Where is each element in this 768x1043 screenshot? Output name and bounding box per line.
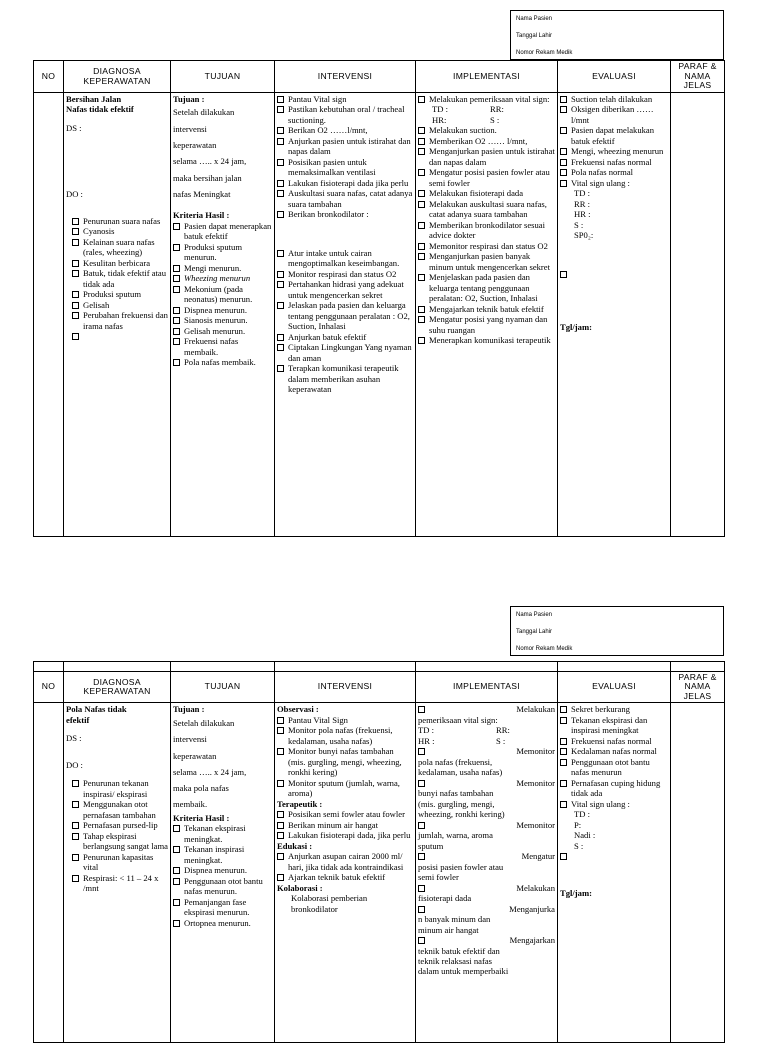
cell-evaluasi bbox=[558, 703, 671, 1043]
diagnosa-item: Respirasi: < 11 – 24 x /mnt bbox=[72, 873, 168, 894]
checkbox-icon bbox=[418, 906, 425, 913]
kriteria-item: Produksi sputum menurun. bbox=[173, 242, 272, 263]
implementasi-item: Menganjurka n banyak minum dan minum air hangat bbox=[418, 903, 555, 935]
evaluasi-list bbox=[560, 704, 668, 809]
checkbox-icon bbox=[173, 317, 180, 324]
evaluasi-item: Suction telah dilakukan bbox=[560, 94, 668, 104]
diagnosa-item: Cyanosis bbox=[72, 226, 168, 236]
cell-paraf bbox=[671, 93, 725, 537]
header-paraf: PARAF & NAMA JELAS bbox=[671, 61, 725, 93]
eval-vital-line: Nadi : bbox=[574, 830, 596, 841]
eval-vital-line: S : bbox=[574, 840, 584, 851]
patient-id-box bbox=[510, 10, 724, 60]
kriteria-item: Mekonium (pada neonatus) menurun. bbox=[173, 284, 272, 305]
ds-label: DS : bbox=[66, 122, 82, 133]
terapeutik-title: Terapeutik : bbox=[277, 798, 323, 809]
checkbox-icon bbox=[418, 780, 425, 787]
checkbox-icon bbox=[560, 717, 567, 724]
checkbox-icon bbox=[173, 244, 180, 251]
checkbox-icon bbox=[560, 759, 567, 766]
eval-vital-line: TD : bbox=[574, 809, 590, 820]
implementasi-item: Memberikan O2 …… l/mnt, bbox=[418, 136, 555, 146]
implementasi-list bbox=[418, 125, 555, 345]
checkbox-icon bbox=[72, 833, 79, 840]
checkbox-icon bbox=[418, 138, 425, 145]
checkbox-icon bbox=[277, 96, 284, 103]
implementasi-item: Mengajarkan teknik batuk efektif dan teknik relaksasi nafas dalam untuk memperbaiki bbox=[418, 935, 555, 977]
intervensi-item: Monitor respirasi dan status O2 bbox=[277, 269, 413, 279]
terapeutik-item: Lakukan fisioterapi dada, jika perlu bbox=[277, 830, 413, 840]
impl-item: Melakukan pemeriksaan vital sign: bbox=[418, 94, 555, 104]
diagnosa-item: Tahap ekspirasi berlangsung sangat lama bbox=[72, 831, 168, 852]
checkbox-icon bbox=[277, 180, 284, 187]
eval-vitals bbox=[560, 188, 668, 240]
diagnosa-item: Penurunan kapasitas vital bbox=[72, 852, 168, 873]
intervensi-item: Berikan bronkodilator : bbox=[277, 209, 413, 219]
checkbox-icon bbox=[277, 281, 284, 288]
kriteria-item: Penggunaan otot bantu nafas menurun. bbox=[173, 876, 272, 897]
kriteria-item: Sianosis menurun. bbox=[173, 315, 272, 325]
care-plan-table-2 bbox=[33, 661, 725, 1043]
checkbox-icon bbox=[277, 727, 284, 734]
implementasi-item: Menganjurkan pasien banyak minum untuk mengencerkan sekret bbox=[418, 251, 555, 272]
checkbox-icon bbox=[418, 316, 425, 323]
intervensi-list-a bbox=[277, 94, 413, 220]
eval-empty-item bbox=[560, 851, 668, 860]
implementasi-item: Mengatur posisi pasien fowler atau semi fowler bbox=[418, 167, 555, 188]
checkbox-icon bbox=[173, 878, 180, 885]
patient-mrn-label: Nomor Rekam Medik bbox=[516, 50, 573, 56]
header-tujuan: TUJUAN bbox=[171, 672, 275, 703]
evaluasi-item: Pernafasan cuping hidung tidak ada bbox=[560, 778, 668, 799]
eval-empty-item bbox=[560, 269, 668, 278]
checkbox-icon bbox=[72, 239, 79, 246]
checkbox-icon bbox=[72, 270, 79, 277]
tujuan-line: selama ….. x 24 jam, bbox=[173, 156, 247, 167]
cell-intervensi bbox=[275, 93, 416, 537]
checkbox-icon bbox=[560, 780, 567, 787]
intervensi-item: Pantau Vital sign bbox=[277, 94, 413, 104]
implementasi-list bbox=[418, 704, 555, 977]
implementasi-item: Memberikan bronkodilator sesuai advice dokter bbox=[418, 220, 555, 241]
intervensi-item: Anjurkan batuk efektif bbox=[277, 332, 413, 342]
tujuan-line: Setelah dilakukan bbox=[173, 107, 235, 118]
evaluasi-item: Pola nafas normal bbox=[560, 167, 668, 177]
intervensi-item: Pastikan kebutuhan oral / tracheal suctioning. bbox=[277, 104, 413, 125]
tujuan-line: keperawatan bbox=[173, 140, 217, 151]
cell-implementasi bbox=[416, 93, 558, 537]
intervensi-list-b bbox=[277, 248, 413, 395]
checkbox-icon bbox=[418, 253, 425, 260]
eval-vitals bbox=[560, 809, 668, 851]
implementasi-item: Melakukan pemeriksaan vital sign: TD : RR: HR : S : bbox=[418, 704, 555, 746]
care-plan-table-1 bbox=[33, 60, 725, 537]
eval-vital-line: S : bbox=[574, 219, 584, 230]
checkbox-icon bbox=[173, 899, 180, 906]
checkbox-icon bbox=[560, 96, 567, 103]
implementasi-item: Menerapkan komunikasi terapeutik bbox=[418, 335, 555, 345]
patient-name-label: Nama Pasien bbox=[516, 612, 553, 618]
evaluasi-list bbox=[560, 94, 668, 188]
checkbox-icon bbox=[277, 106, 284, 113]
kriteria-title: Kriteria Hasil : bbox=[173, 210, 230, 221]
checkbox-icon bbox=[418, 190, 425, 197]
checkbox-icon bbox=[72, 875, 79, 882]
intervensi-item: Lakukan fisioterapi dada jika perlu bbox=[277, 178, 413, 188]
header-evaluasi: EVALUASI bbox=[558, 61, 671, 93]
checkbox-icon bbox=[560, 748, 567, 755]
edukasi-item: Ajarkan teknik batuk efektif bbox=[277, 872, 413, 882]
kriteria-item: Tekanan inspirasi meningkat. bbox=[173, 844, 272, 865]
implementasi-item: Melakukan fisioterapi dada bbox=[418, 882, 555, 904]
kriteria-list bbox=[173, 823, 272, 928]
kriteria-item: Gelisah menurun. bbox=[173, 326, 272, 336]
diagnosa-item bbox=[72, 331, 168, 340]
tujuan-line: maka pola nafas bbox=[173, 783, 229, 794]
terapeutik-item: Berikan minum air hangat bbox=[277, 820, 413, 830]
edukasi-item: Anjurkan asupan cairan 2000 ml/ hari, jika tidak ada kontraindikasi bbox=[277, 851, 413, 872]
kriteria-item: Tekanan ekspirasi meningkat. bbox=[173, 823, 272, 844]
diagnosa-title: Pola Nafas tidak efektif bbox=[66, 704, 127, 725]
checkbox-icon bbox=[277, 190, 284, 197]
cell-diagnosa bbox=[64, 93, 171, 537]
diagnosa-item: Menggunakan otot pernafasan tambahan bbox=[72, 799, 168, 820]
checkbox-icon bbox=[277, 874, 284, 881]
checkbox-icon bbox=[72, 333, 79, 340]
checkbox-icon bbox=[560, 271, 567, 278]
checkbox-icon bbox=[277, 365, 284, 372]
checkbox-icon bbox=[560, 159, 567, 166]
checkbox-icon bbox=[277, 832, 284, 839]
observasi-item: Monitor pola nafas (frekuensi, kedalaman, usaha nafas) bbox=[277, 725, 413, 746]
header-diagnosa: DIAGNOSA KEPERAWATAN bbox=[64, 672, 171, 703]
tgl-jam-label: Tgl/jam: bbox=[560, 888, 592, 899]
checkbox-icon bbox=[560, 169, 567, 176]
checkbox-icon bbox=[418, 243, 425, 250]
intervensi-item: Jelaskan pada pasien dan keluarga tentang penggunaan peralatan : O2, Suction, Inhalasi bbox=[277, 300, 413, 331]
diagnosa-item: Perubahan frekuensi dan irama nafas bbox=[72, 310, 168, 331]
tujuan-line: keperawatan bbox=[173, 750, 217, 761]
intervensi-item: Berikan O2 ……l/mnt, bbox=[277, 125, 413, 135]
observasi-list bbox=[277, 715, 413, 799]
kolaborasi-text: Kolaborasi pemberian bronkodilator bbox=[291, 893, 368, 914]
checkbox-icon bbox=[418, 937, 425, 944]
terapeutik-list bbox=[277, 809, 413, 840]
cell-no bbox=[34, 93, 64, 537]
checkbox-icon bbox=[418, 306, 425, 313]
checkbox-icon bbox=[418, 222, 425, 229]
checkbox-icon bbox=[277, 748, 284, 755]
kriteria-item: Pemanjangan fase ekspirasi menurun. bbox=[173, 897, 272, 918]
checkbox-icon bbox=[72, 291, 79, 298]
checkbox-icon bbox=[560, 148, 567, 155]
header-paraf: PARAF & NAMA JELAS bbox=[671, 672, 725, 703]
intervensi-item: Terapkan komunikasi terapeutik dalam memberikan asuhan keperawatan bbox=[277, 363, 413, 394]
tujuan-line: selama ….. x 24 jam, bbox=[173, 766, 247, 777]
checkbox-icon bbox=[277, 853, 284, 860]
edukasi-list bbox=[277, 851, 413, 882]
checkbox-icon bbox=[72, 780, 79, 787]
checkbox-icon bbox=[72, 312, 79, 319]
patient-mrn-label: Nomor Rekam Medik bbox=[516, 646, 573, 652]
diagnosa-items bbox=[66, 216, 168, 340]
kriteria-title: Kriteria Hasil : bbox=[173, 812, 230, 823]
patient-dob-label: Tanggal Lahir bbox=[516, 629, 553, 635]
checkbox-icon bbox=[173, 846, 180, 853]
implementasi-item: Melakukan fisioterapi dada bbox=[418, 188, 555, 198]
cell-tujuan bbox=[171, 93, 275, 537]
checkbox-icon bbox=[173, 338, 180, 345]
checkbox-icon bbox=[418, 885, 425, 892]
intervensi-item: Pertahankan hidrasi yang adekuat untuk mengencerkan sekret bbox=[277, 279, 413, 300]
observasi-item: Monitor bunyi nafas tambahan (mis. gurgling, mengi, wheezing, ronkhi kering) bbox=[277, 746, 413, 777]
checkbox-icon bbox=[277, 334, 284, 341]
kriteria-item: Dispnea menurun. bbox=[173, 305, 272, 315]
tujuan-line: intervensi bbox=[173, 734, 207, 745]
checkbox-icon bbox=[418, 169, 425, 176]
checkbox-icon bbox=[277, 822, 284, 829]
implementasi-item: Memonitor pola nafas (frekuensi, kedalaman, usaha nafas) bbox=[418, 746, 555, 778]
checkbox-icon bbox=[560, 738, 567, 745]
diagnosa-items bbox=[66, 778, 168, 893]
impl-vitals: TD : RR: HR: S : bbox=[432, 104, 504, 125]
tujuan-line: membaik. bbox=[173, 799, 208, 810]
do-label: DO : bbox=[66, 189, 83, 200]
cell-implementasi bbox=[416, 703, 558, 1043]
tujuan-title: Tujuan : bbox=[173, 94, 205, 104]
checkbox-icon bbox=[418, 706, 425, 713]
header-tujuan: TUJUAN bbox=[171, 61, 275, 93]
implementasi-item: Menganjurkan pasien untuk istirahat dan napas dalam bbox=[418, 146, 555, 167]
checkbox-icon bbox=[560, 801, 567, 808]
diagnosa-item: Batuk, tidak efektif atau tidak ada bbox=[72, 268, 168, 289]
observasi-title: Observasi : bbox=[277, 704, 319, 715]
cell-tujuan bbox=[171, 703, 275, 1043]
kriteria-item: Pola nafas membaik. bbox=[173, 357, 272, 367]
evaluasi-item: Vital sign ulang : bbox=[560, 799, 668, 809]
checkbox-icon bbox=[277, 717, 284, 724]
checkbox-icon bbox=[277, 127, 284, 134]
checkbox-icon bbox=[173, 275, 180, 282]
header-no: NO bbox=[34, 61, 64, 93]
evaluasi-item: Mengi, wheezing menurun bbox=[560, 146, 668, 156]
intervensi-item: Posisikan pasien untuk memaksimalkan ventilasi bbox=[277, 157, 413, 178]
checkbox-icon bbox=[418, 201, 425, 208]
checkbox-icon bbox=[173, 867, 180, 874]
checkbox-icon bbox=[277, 271, 284, 278]
evaluasi-item: Frekuensi nafas normal bbox=[560, 157, 668, 167]
checkbox-icon bbox=[560, 106, 567, 113]
checkbox-icon bbox=[418, 96, 425, 103]
evaluasi-item: Sekret berkurang bbox=[560, 704, 668, 714]
kriteria-item: Mengi menurun. bbox=[173, 263, 272, 273]
checkbox-icon bbox=[277, 138, 284, 145]
evaluasi-item: Penggunaan otot bantu nafas menurun bbox=[560, 757, 668, 778]
implementasi-item: Memonitor bunyi nafas tambahan (mis. gurgling, mengi, wheezing, ronkhi kering) bbox=[418, 777, 555, 820]
tujuan-text bbox=[173, 104, 272, 202]
eval-vital-line: TD : bbox=[574, 188, 590, 199]
kriteria-item: Ortopnea menurun. bbox=[173, 918, 272, 928]
checkbox-icon bbox=[418, 748, 425, 755]
implementasi-item: Memonitor jumlah, warna, aroma sputum bbox=[418, 819, 555, 851]
kriteria-item: Dispnea menurun. bbox=[173, 865, 272, 875]
kriteria-item: Frekuensi nafas membaik. bbox=[173, 336, 272, 357]
tujuan-title: Tujuan : bbox=[173, 704, 205, 715]
observasi-item: Monitor sputum (jumlah, warna, aroma) bbox=[277, 778, 413, 799]
evaluasi-item: Vital sign ulang : bbox=[560, 178, 668, 188]
checkbox-icon bbox=[560, 706, 567, 713]
header-evaluasi: EVALUASI bbox=[558, 672, 671, 703]
intervensi-item: Auskultasi suara nafas, catat adanya suara tambahan bbox=[277, 188, 413, 209]
tgl-jam-label: Tgl/jam: bbox=[560, 321, 592, 332]
diagnosa-title: Bersihan Jalan Nafas tidak efektif bbox=[66, 94, 134, 115]
checkbox-icon bbox=[173, 920, 180, 927]
cell-no bbox=[34, 703, 64, 1043]
tujuan-line: nafas Meningkat bbox=[173, 189, 231, 200]
diagnosa-item: Kesulitan berbicara bbox=[72, 258, 168, 268]
checkbox-icon bbox=[560, 127, 567, 134]
checkbox-icon bbox=[173, 265, 180, 272]
evaluasi-item: Oksigen diberikan ……l/mnt bbox=[560, 104, 668, 125]
diagnosa-item: Penurunan tekanan inspirasi/ ekspirasi bbox=[72, 778, 168, 799]
checkbox-icon bbox=[418, 274, 425, 281]
evaluasi-item: Tekanan ekspirasi dan inspirasi meningkat bbox=[560, 715, 668, 736]
checkbox-icon bbox=[72, 302, 79, 309]
patient-dob-label: Tanggal Lahir bbox=[516, 33, 553, 39]
implementasi-item: Mengatur posisi yang nyaman dan suhu ruangan bbox=[418, 314, 555, 335]
implementasi-item: Memonitor respirasi dan status O2 bbox=[418, 241, 555, 251]
kriteria-item: Pasien dapat menerapkan batuk efektif bbox=[173, 221, 272, 242]
evaluasi-item: Pasien dapat melakukan batuk efektif bbox=[560, 125, 668, 146]
checkbox-icon bbox=[418, 148, 425, 155]
kolaborasi-title: Kolaborasi : bbox=[277, 882, 323, 893]
evaluasi-item: Kedalaman nafas normal bbox=[560, 746, 668, 756]
tujuan-text bbox=[173, 715, 272, 813]
evaluasi-item: Frekuensi nafas normal bbox=[560, 736, 668, 746]
kriteria-item: Wheezing menurun bbox=[173, 273, 272, 283]
checkbox-icon bbox=[173, 307, 180, 314]
diagnosa-item: Kelainan suara nafas (rales, wheezing) bbox=[72, 237, 168, 258]
checkbox-icon bbox=[173, 328, 180, 335]
diagnosa-item: Gelisah bbox=[72, 300, 168, 310]
do-label: DO : bbox=[66, 759, 83, 770]
implementasi-item: Menjelaskan pada pasien dan keluarga tentang penggunaan peralatan: O2, Suction, Inhalasi bbox=[418, 272, 555, 303]
checkbox-icon bbox=[277, 211, 284, 218]
checkbox-icon bbox=[72, 260, 79, 267]
checkbox-icon bbox=[173, 286, 180, 293]
header-intervensi: INTERVENSI bbox=[275, 61, 416, 93]
checkbox-icon bbox=[418, 127, 425, 134]
terapeutik-item: Posisikan semi fowler atau fowler bbox=[277, 809, 413, 819]
edukasi-title: Edukasi : bbox=[277, 840, 313, 851]
checkbox-icon bbox=[277, 811, 284, 818]
header-no: NO bbox=[34, 672, 64, 703]
patient-id-box-2 bbox=[510, 606, 724, 656]
patient-name-label: Nama Pasien bbox=[516, 16, 553, 22]
checkbox-icon bbox=[72, 228, 79, 235]
implementasi-item: Melakukan auskultasi suara nafas, catat adanya suara tambahan bbox=[418, 199, 555, 220]
checkbox-icon bbox=[418, 822, 425, 829]
checkbox-icon bbox=[72, 854, 79, 861]
cell-paraf bbox=[671, 703, 725, 1043]
checkbox-icon bbox=[277, 250, 284, 257]
header-intervensi: INTERVENSI bbox=[275, 672, 416, 703]
header-diagnosa: DIAGNOSA KEPERAWATAN bbox=[64, 61, 171, 93]
implementasi-item: Mengatur posisi pasien fowler atau semi fowler bbox=[418, 851, 555, 883]
intervensi-item: Ciptakan Lingkungan Yang nyaman dan aman bbox=[277, 342, 413, 363]
impl-vitals: TD : RR: HR : S : bbox=[418, 725, 510, 746]
checkbox-icon bbox=[72, 801, 79, 808]
diagnosa-item: Penurunan suara nafas bbox=[72, 216, 168, 226]
checkbox-icon bbox=[418, 853, 425, 860]
intervensi-item: Atur intake untuk cairan mengoptimalkan keseimbangan. bbox=[277, 248, 413, 269]
checkbox-icon bbox=[277, 344, 284, 351]
checkbox-icon bbox=[560, 180, 567, 187]
checkbox-icon bbox=[173, 223, 180, 230]
implementasi-item: Mengajarkan teknik batuk efektif bbox=[418, 304, 555, 314]
cell-intervensi bbox=[275, 703, 416, 1043]
checkbox-icon bbox=[277, 159, 284, 166]
eval-vital-line: HR : bbox=[574, 209, 591, 220]
tujuan-line: intervensi bbox=[173, 123, 207, 134]
checkbox-icon bbox=[560, 853, 567, 860]
tujuan-line: Setelah dilakukan bbox=[173, 717, 235, 728]
checkbox-icon bbox=[173, 825, 180, 832]
checkbox-icon bbox=[277, 780, 284, 787]
implementasi-item: Melakukan suction. bbox=[418, 125, 555, 135]
checkbox-icon bbox=[277, 302, 284, 309]
observasi-item: Pantau Vital Sign bbox=[277, 715, 413, 725]
header-implementasi: IMPLEMENTASI bbox=[416, 672, 558, 703]
tujuan-line: maka bersihan jalan bbox=[173, 172, 242, 183]
checkbox-icon bbox=[173, 359, 180, 366]
cell-evaluasi bbox=[558, 93, 671, 537]
eval-vital-line: P: bbox=[574, 819, 582, 830]
diagnosa-item: Pernafasan pursed-lip bbox=[72, 820, 168, 830]
intervensi-item: Anjurkan pasien untuk istirahat dan napas dalam bbox=[277, 136, 413, 157]
eval-vital-line: RR : bbox=[574, 198, 590, 209]
header-implementasi: IMPLEMENTASI bbox=[416, 61, 558, 93]
kriteria-list bbox=[173, 221, 272, 368]
checkbox-icon bbox=[72, 822, 79, 829]
checkbox-icon bbox=[418, 337, 425, 344]
ds-label: DS : bbox=[66, 733, 82, 744]
cell-diagnosa bbox=[64, 703, 171, 1043]
checkbox-icon bbox=[72, 218, 79, 225]
diagnosa-item: Produksi sputum bbox=[72, 289, 168, 299]
eval-vital-line: SP0₂: bbox=[574, 230, 594, 241]
